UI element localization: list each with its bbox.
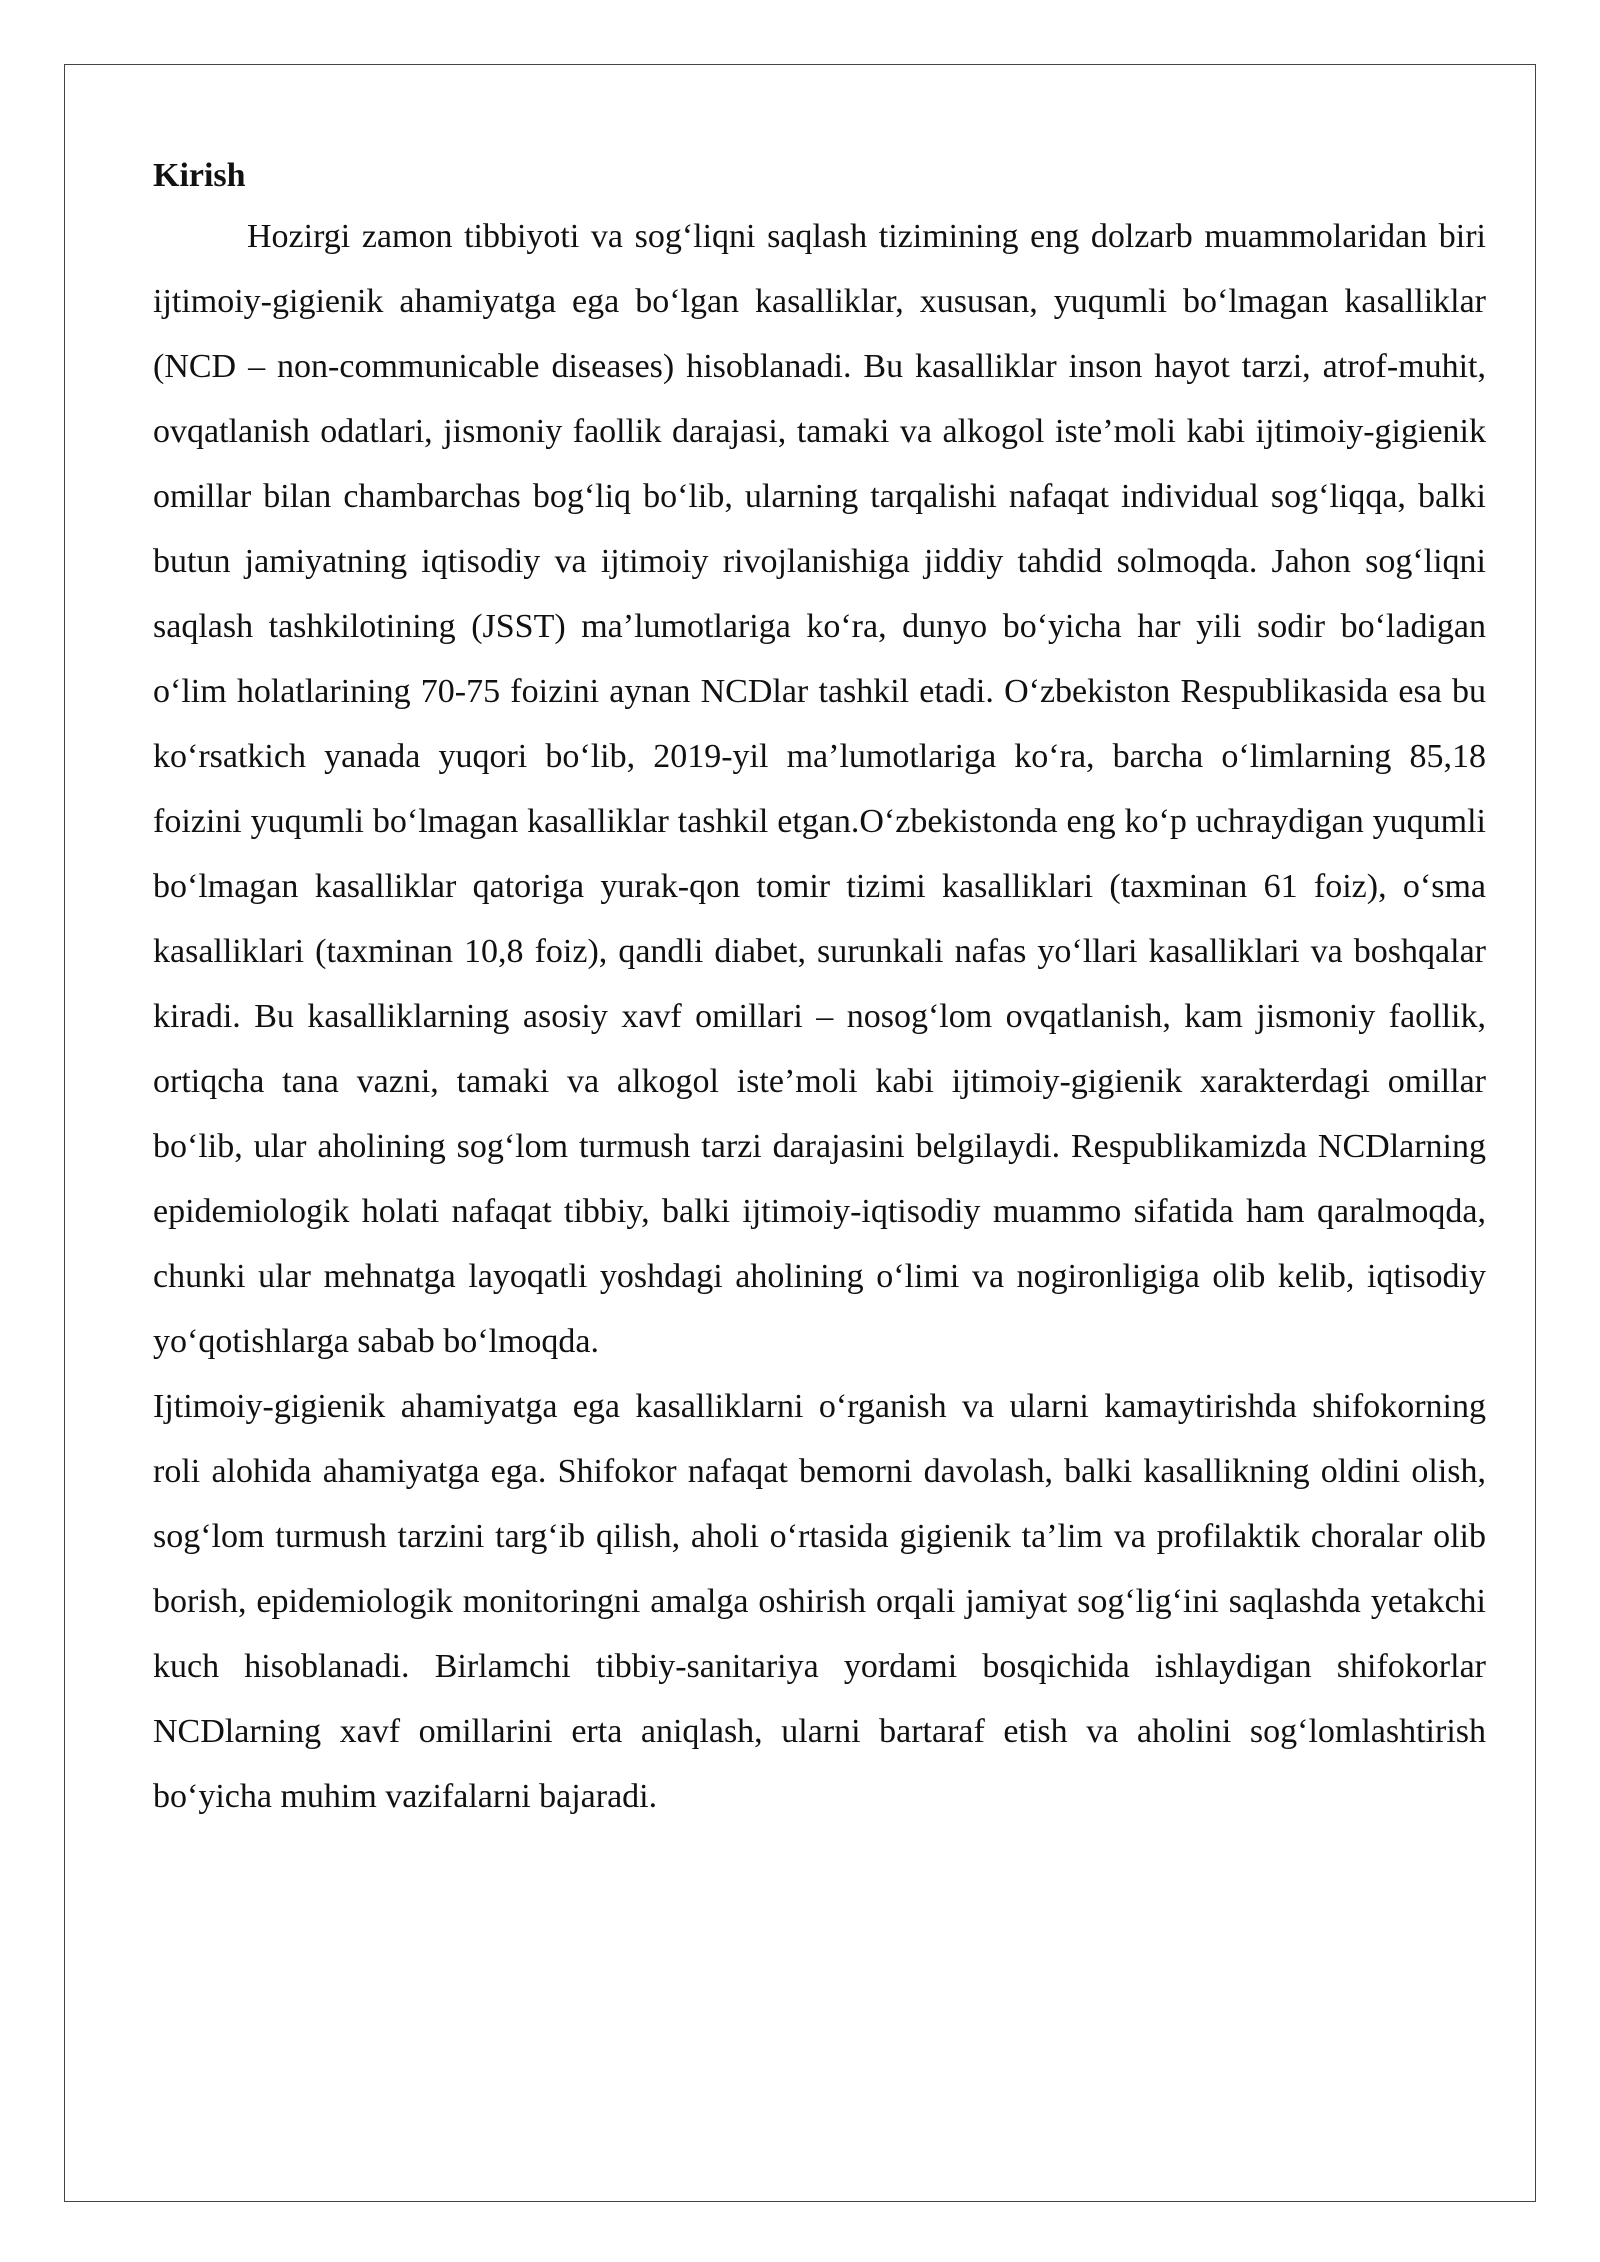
section-heading: Kirish (153, 157, 246, 194)
paragraph-1: Hozirgi zamon tibbiyoti va sog‘liqni saqlash tizimining eng dolzarb muammolaridan biri ijtimoiy-gigienik ahamiyatga ega bo‘lgan kasalliklar, xususan, yuqumli bo‘lmagan kasalliklar (NCD – non-communicable diseases) hisoblanadi. Bu kasalliklar inson hayot tarzi, atrof-muhit, ovqatlanish odatlari, jismoniy faollik darajasi, tamaki va alkogol iste’moli kabi ijtimoiy-gigienik omillar bilan chambarchas bog‘liq bo‘lib, ularning tarqalishi nafaqat individual sog‘liqqa, balki butun jamiyatning iqtisodiy va ijtimoiy rivojlanishiga jiddiy tahdid solmoqda. Jahon sog‘liqni saqlash tashkilotining (JSST) ma’lumotlariga ko‘ra, dunyo bo‘yicha har yili sodir bo‘ladigan o‘lim holatlarining 70-75 foizini aynan NCDlar tashkil etadi. O‘zbekiston Respublikasida esa bu ko‘rsatkich yanada yuqori bo‘lib, 2019-yil ma’lumotlariga ko‘ra, barcha o‘limlarning 85,18 foizini yuqumli bo‘lmagan kasalliklar tashkil etgan.O‘zbekistonda eng ko‘p uchraydigan yuqumli bo‘lmagan kasalliklar qatoriga yurak-qon tomir tizimi kasalliklari (taxminan 61 foiz), o‘sma kasalliklari (taxminan 10,8 foiz), qandli diabet, surunkali nafas yo‘llari kasalliklari va boshqalar kiradi. Bu kasalliklarning asosiy xavf omillari – nosog‘lom ovqatlanish, kam jismoniy faollik, ortiqcha tana vazni, tamaki va alkogol iste’moli kabi ijtimoiy-gigienik xarakterdagi omillar bo‘lib, ular aholining sog‘lom turmush tarzi darajasini belgilaydi. Respublikamizda NCDlarning epidemiologik holati nafaqat tibbiy, balki ijtimoiy-iqtisodiy muammo sifatida ham qaralmoqda, chunki ular mehnatga layoqatli yoshdagi aholining o‘limi va nogironligiga olib kelib, iqtisodiy yo‘qotishlarga sabab bo‘lmoqda. (153, 218, 1486, 1360)
paragraph-2: Ijtimoiy-gigienik ahamiyatga ega kasalliklarni o‘rganish va ularni kamaytirishda shifokorning roli alohida ahamiyatga ega. Shifokor nafaqat bemorni davolash, balki kasallikning oldini olish, sog‘lom turmush tarzini targ‘ib qilish, aholi o‘rtasida gigienik ta’lim va profilaktik choralar olib borish, epidemiologik monitoringni amalga oshirish orqali jamiyat sog‘lig‘ini saqlashda yetakchi kuch hisoblanadi. Birlamchi tibbiy-sanitariya yordami bosqichida ishlaydigan shifokorlar NCDlarning xavf omillarini erta aniqlash, ularni bartaraf etish va aholini sog‘lomlashtirish bo‘yicha muhim vazifalarni bajaradi. (153, 1388, 1486, 1815)
document-body (153, 148, 1486, 1829)
